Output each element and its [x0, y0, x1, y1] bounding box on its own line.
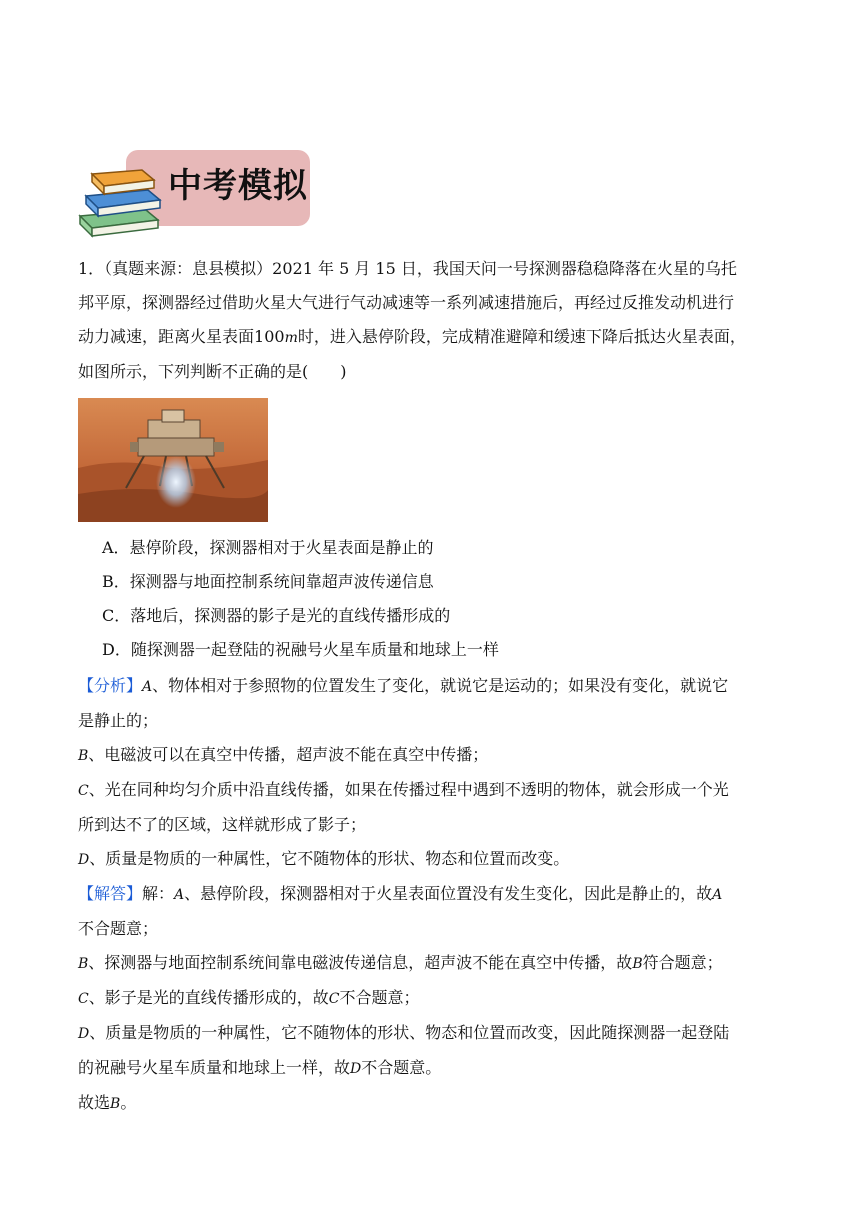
text-span: 、电磁波可以在真空中传播，超声波不能在真空中传播； [88, 745, 489, 764]
option-var: D [350, 1061, 362, 1077]
answer-line [78, 1086, 786, 1121]
option-c: C．落地后，探测器的影子是光的直线传播形成的 [102, 606, 451, 625]
text-span: 不合题意。 [361, 1058, 442, 1077]
text-span: 符合题意； [642, 953, 723, 972]
option-var: D [78, 1026, 90, 1042]
option-var: C [78, 783, 89, 799]
distance-unit: m [284, 330, 298, 346]
text-span: 、光在同种均匀介质中沿直线传播，如果在传播过程中遇到不透明的物体，就会形成一个光 [88, 780, 729, 799]
text-span: 。 [120, 1093, 137, 1112]
option-var: B [78, 956, 89, 972]
question-line: 如图所示，下列判断不正确的是( ) [78, 362, 347, 381]
analysis-line: 是静止的； [78, 711, 159, 730]
analysis-line [78, 669, 786, 704]
question-line: 邦平原，探测器经过借助火星大气进行气动减速等一系列减速措施后，再经过反推发动机进行 [78, 293, 735, 312]
text-span: 时，进入悬停阶段，完成精准避障和缓速下降后抵达火星表面， [297, 327, 746, 346]
section-banner [76, 148, 312, 240]
solution-section [78, 669, 786, 1121]
banner-title: 中考模拟 [168, 166, 308, 206]
analysis-line [78, 842, 786, 877]
answer-line [78, 1016, 786, 1051]
option-var: A [712, 887, 723, 903]
text-span: 不合题意； [339, 988, 420, 1007]
text-span: 、影子是光的直线传播形成的，故 [88, 988, 329, 1007]
option-var: B [78, 748, 89, 764]
answer-options [102, 531, 499, 667]
answer-tag: 【解答】 [78, 884, 143, 903]
text-span: 、探测器与地面控制系统间靠电磁波传递信息，超声波不能在真空中传播，故 [88, 953, 633, 972]
text-span: 、质量是物质的一种属性，它不随物体的形状、物态和位置而改变。 [89, 849, 570, 868]
option-a: A．悬停阶段，探测器相对于火星表面是静止的 [102, 538, 434, 557]
text-span: 故选 [78, 1093, 111, 1112]
answer-line [78, 946, 786, 981]
text-span: 、物体相对于参照物的位置发生了变化，就说它是运动的；如果没有变化，就说它 [152, 676, 729, 695]
books-icon [76, 158, 166, 240]
analysis-line [78, 773, 786, 808]
analysis-tag: 【分析】 [78, 676, 143, 695]
option-var: B [110, 1096, 121, 1112]
text-span: 、质量是物质的一种属性，它不随物体的形状、物态和位置而改变，因此随探测器一起登陆 [89, 1023, 730, 1042]
text-span: 的祝融号火星车质量和地球上一样，故 [78, 1058, 351, 1077]
option-var: A [174, 887, 185, 903]
text-span: 动力减速，距离火星表面 [78, 327, 255, 346]
option-d: D．随探测器一起登陆的祝融号火星车质量和地球上一样 [102, 640, 499, 659]
distance-value: 100 [254, 327, 285, 346]
question-line [78, 320, 786, 355]
option-var: A [142, 679, 153, 695]
analysis-line [78, 738, 786, 773]
option-b: B．探测器与地面控制系统间靠超声波传递信息 [102, 572, 434, 591]
text-span: 、悬停阶段，探测器相对于火星表面位置没有发生变化，因此是静止的，故 [184, 884, 713, 903]
question-stem [78, 252, 786, 389]
mars-lander-image [78, 398, 268, 522]
text-span: 解： [142, 884, 175, 903]
analysis-line: 所到达不了的区域，这样就形成了影子； [78, 815, 367, 834]
answer-line: 不合题意； [78, 919, 159, 938]
answer-line [78, 877, 786, 912]
option-var: D [78, 852, 90, 868]
answer-line [78, 981, 786, 1016]
option-var: C [78, 991, 89, 1007]
option-var: C [328, 991, 340, 1007]
question-line: 1．（真题来源：息县模拟）2021 年 5 月 15 日，我国天问一号探测器稳稳降落在火星的乌托 [78, 259, 737, 278]
option-var: B [632, 956, 643, 972]
answer-line [78, 1051, 786, 1086]
